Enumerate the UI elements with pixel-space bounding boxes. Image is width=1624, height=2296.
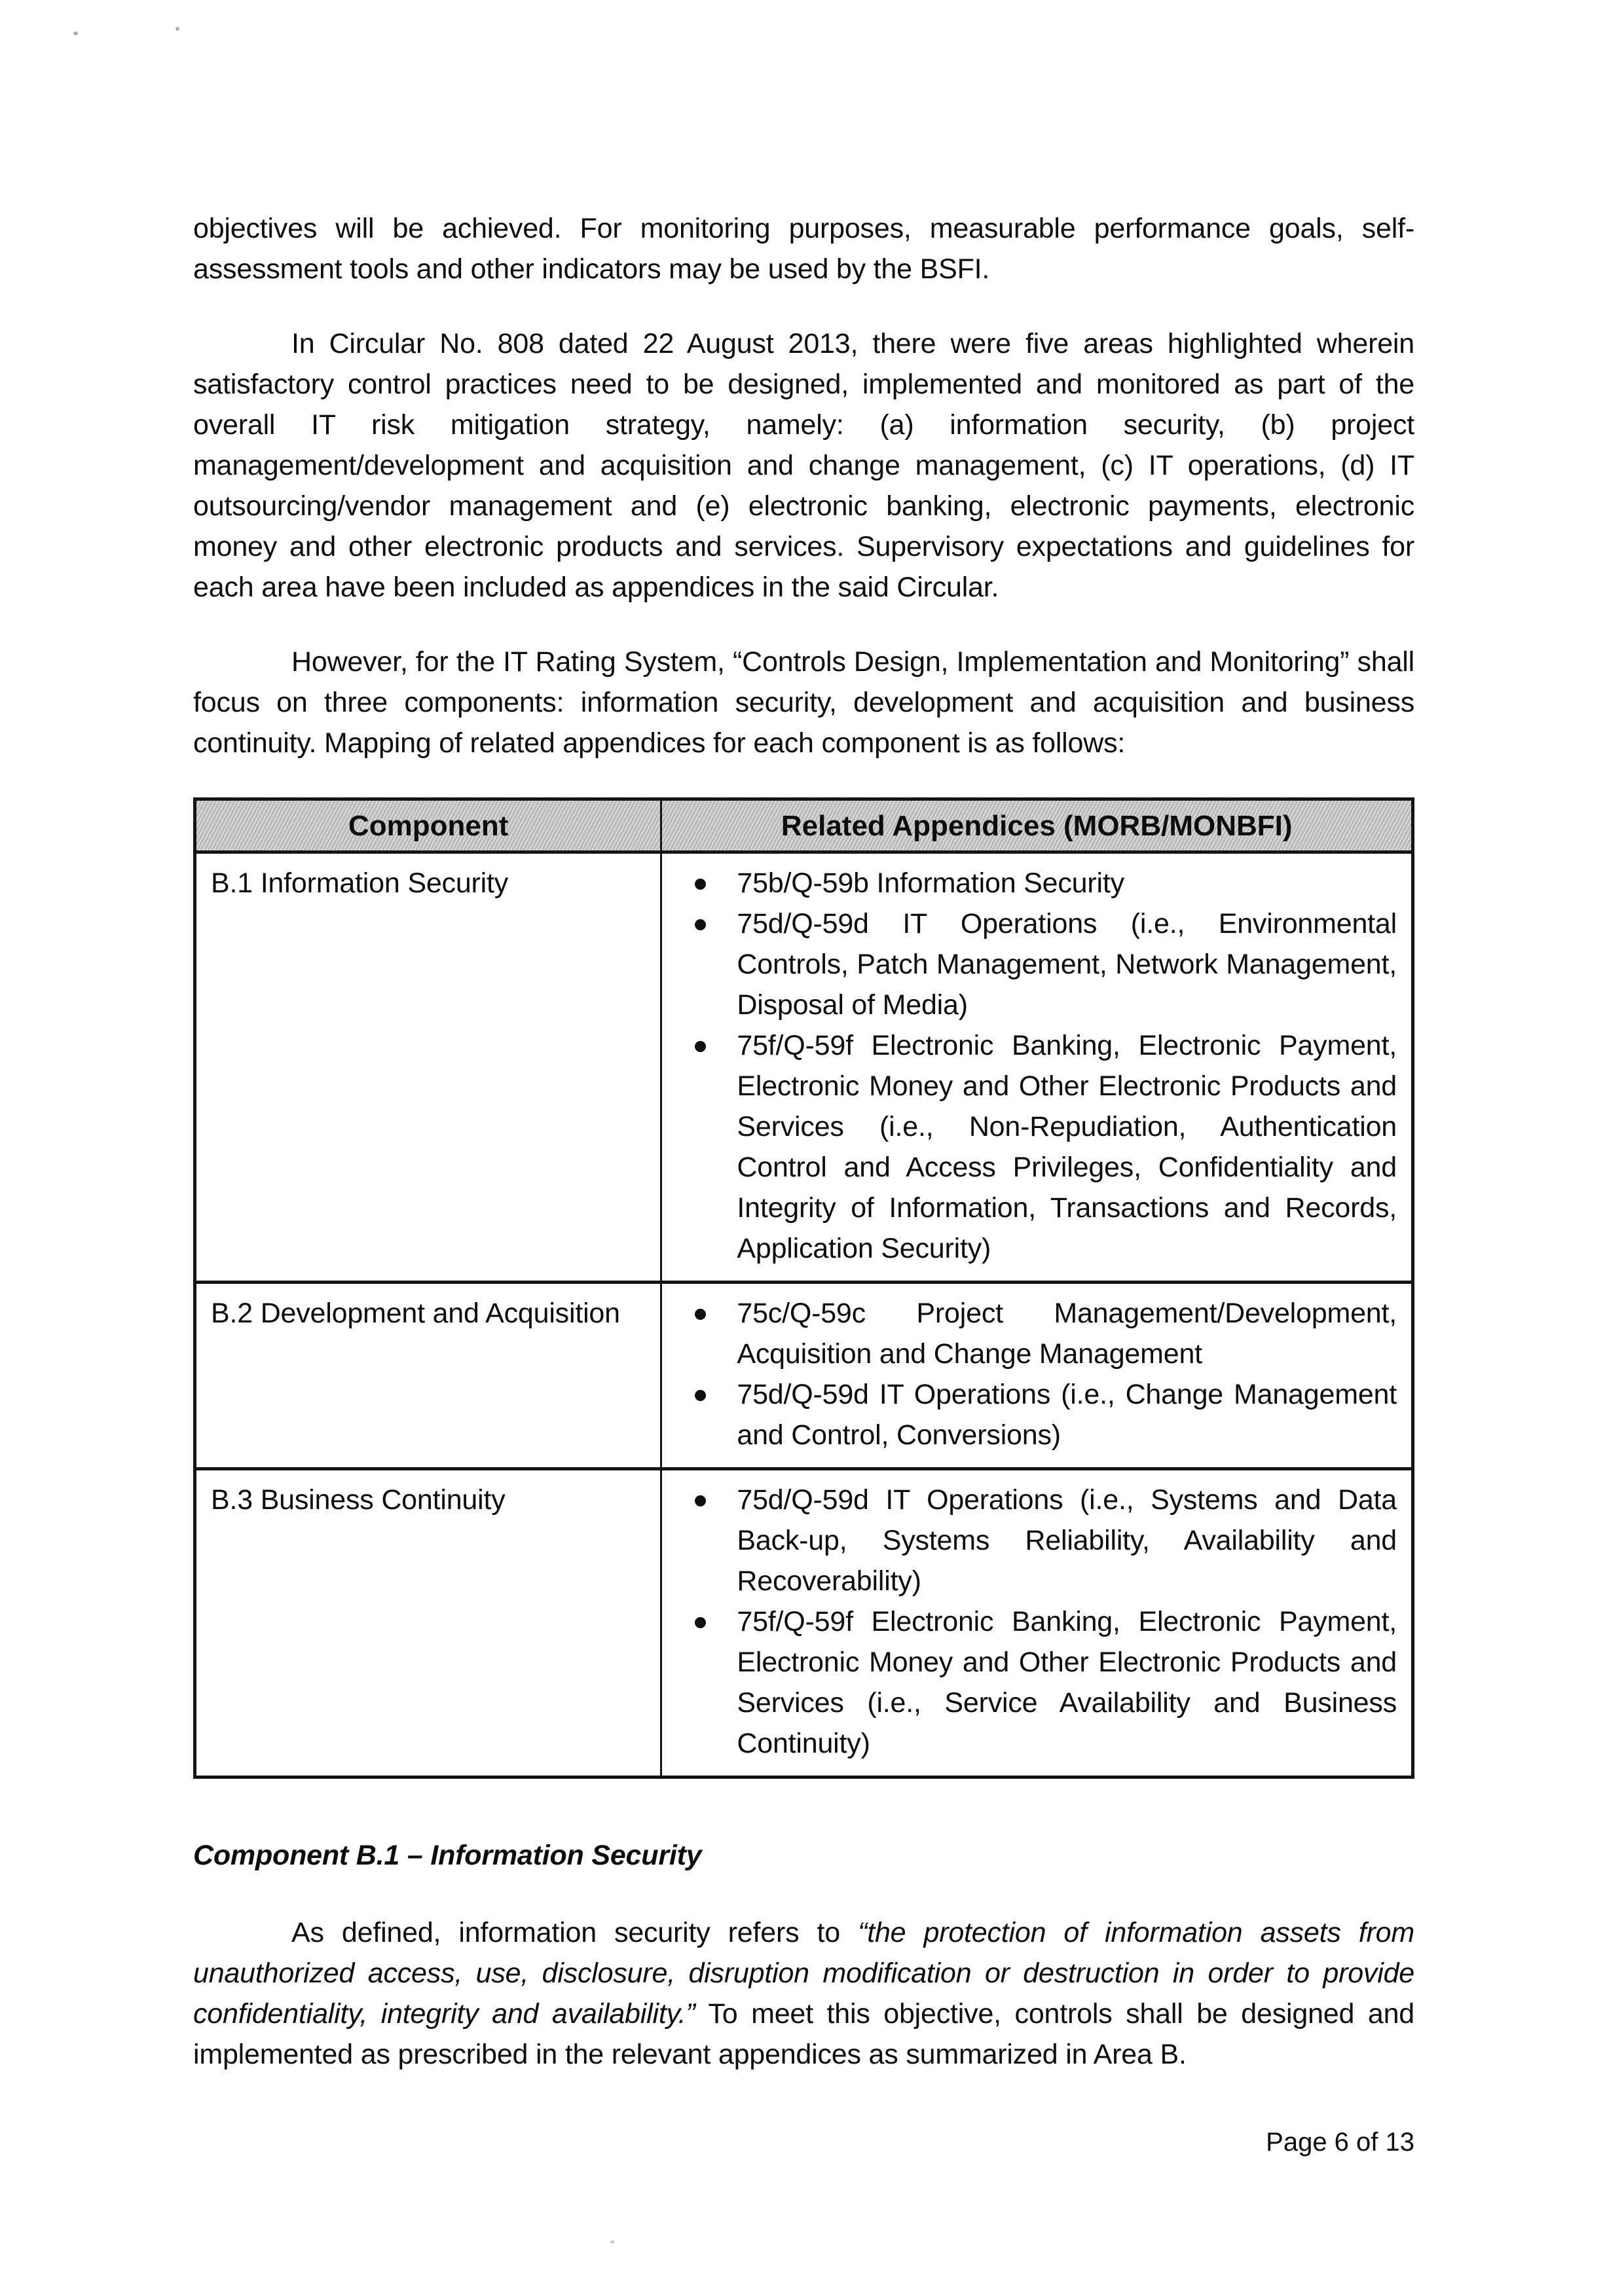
appendices-list xyxy=(676,863,1397,1269)
definition-lead-text: As defined, information security refers to xyxy=(291,1917,858,1948)
table-row xyxy=(195,1469,1413,1777)
bullet-item: 75d/Q-59d IT Operations (i.e., Change Management and Control, Conversions) xyxy=(676,1374,1397,1455)
appendices-cell xyxy=(661,1469,1413,1777)
section-heading-component-b1: Component B.1 – Information Security xyxy=(193,1840,702,1871)
scan-speck xyxy=(73,31,78,35)
appendices-mapping-table xyxy=(193,797,1414,1779)
page-footer: Page 6 of 13 xyxy=(1266,2128,1414,2157)
bullet-item: 75c/Q-59c Project Management/Development, Acquisition and Change Management xyxy=(676,1293,1397,1374)
page-content xyxy=(193,208,1414,2109)
paragraph-circular-808: In Circular No. 808 dated 22 August 2013, there were five areas highlighted wherein satisfactory control practices need to be designed, implemented and monitored as part of the overall IT risk mitigation strategy, namely: (a) information security, (b) project management/development and acquisition and change management, (c) IT operations, (d) IT outsourcing/vendor management and (e) electronic banking, electronic payments, electronic money and other electronic products and services. Supervisory expectations and guidelines for each area have been included as appendices in the said Circular. xyxy=(193,328,1414,603)
component-cell: B.2 Development and Acquisition xyxy=(195,1283,661,1469)
paragraph-it-rating-system: However, for the IT Rating System, “Controls Design, Implementation and Monitoring” shall focus on three components: information security, development and acquisition and business continuity. Mapping of related appendices for each component is as follows: xyxy=(193,646,1414,759)
paragraph-info-security-definition xyxy=(193,1912,1414,2075)
table-row xyxy=(195,852,1413,1283)
appendices-cell xyxy=(661,852,1413,1283)
appendices-list xyxy=(676,1480,1397,1764)
component-cell: B.3 Business Continuity xyxy=(195,1469,661,1777)
definition-quoted-text: “the protection of information assets from unauthorized access, use, disclosure, disruption modification or destruction in order to provide confidentiality, integrity and availability.” xyxy=(193,1917,1414,2030)
appendices-table-body xyxy=(195,852,1413,1777)
table-row xyxy=(195,1283,1413,1469)
bullet-item: 75f/Q-59f Electronic Banking, Electronic Payment, Electronic Money and Other Electronic Products and Services (i.e., Non-Repudiation, Authentication Control and Access Privileges, Confidentiality and Integrity of Information, Transactions and Records, Application Security) xyxy=(676,1025,1397,1269)
table-header-component: Component xyxy=(195,799,661,852)
definition-tail-text: To meet this objective, controls shall be designed and implemented as prescribed in the relevant appendices as summarized in Area B. xyxy=(193,1998,1414,2070)
bullet-item: 75d/Q-59d IT Operations (i.e., Environmental Controls, Patch Management, Network Management, Disposal of Media) xyxy=(676,903,1397,1025)
bullet-item: 75b/Q-59b Information Security xyxy=(676,863,1397,903)
bullet-item: 75d/Q-59d IT Operations (i.e., Systems and Data Back-up, Systems Reliability, Availability and Recoverability) xyxy=(676,1480,1397,1601)
appendices-list xyxy=(676,1293,1397,1455)
appendices-cell xyxy=(661,1283,1413,1469)
scan-speck xyxy=(175,27,179,31)
scan-speck xyxy=(610,2240,614,2244)
paragraph-monitoring-objectives: objectives will be achieved. For monitoring purposes, measurable performance goals, self-assessment tools and other indicators may be used by the BSFI. xyxy=(193,213,1414,285)
bullet-item: 75f/Q-59f Electronic Banking, Electronic Payment, Electronic Money and Other Electronic Products and Services (i.e., Service Availability and Business Continuity) xyxy=(676,1601,1397,1764)
table-header-row xyxy=(195,799,1413,852)
component-cell: B.1 Information Security xyxy=(195,852,661,1283)
table-header-related-appendices: Related Appendices (MORB/MONBFI) xyxy=(661,799,1413,852)
